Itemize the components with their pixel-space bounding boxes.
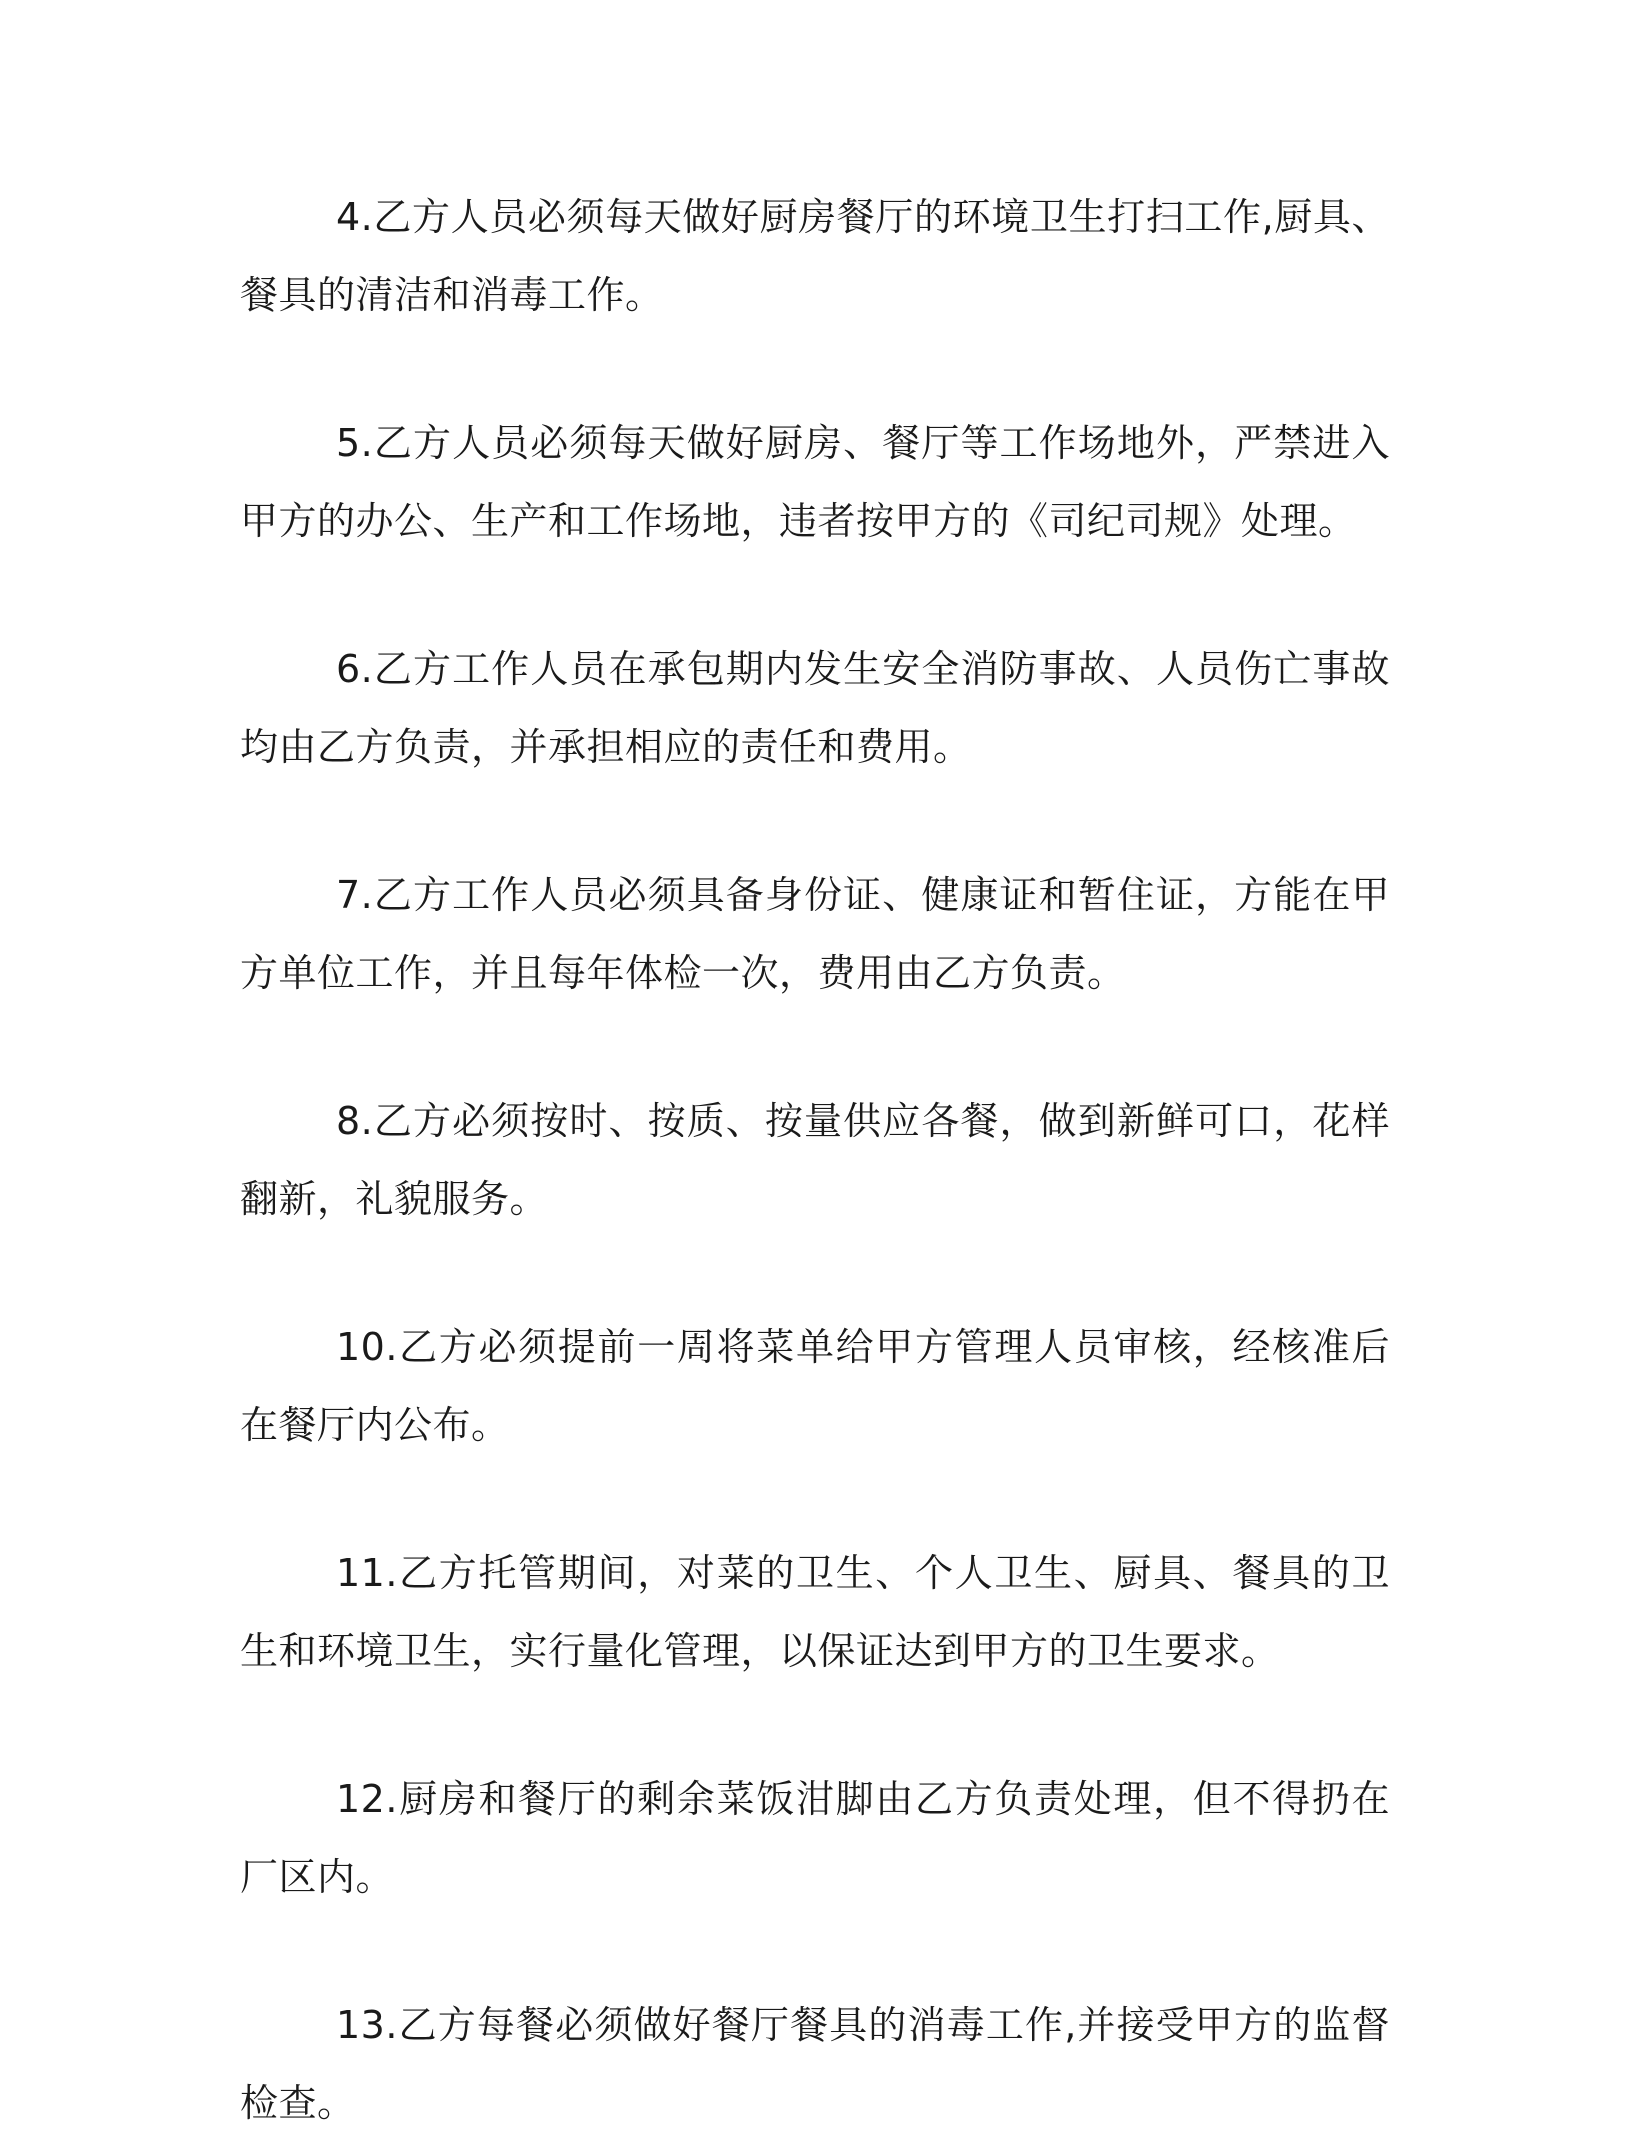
clause-6: 6.乙方工作人员在承包期内发生安全消防事故、人员伤亡事故均由乙方负责，并承担相应的责任和费用。: [240, 647, 1390, 769]
clause-7: 7.乙方工作人员必须具备身份证、健康证和暂住证，方能在甲方单位工作，并且每年体检一次，费用由乙方负责。: [240, 873, 1390, 995]
clause-8: 8.乙方必须按时、按质、按量供应各餐，做到新鲜可口，花样翻新，礼貌服务。: [240, 1099, 1390, 1221]
clause-10: 10.乙方必须提前一周将菜单给甲方管理人员审核，经核准后在餐厅内公布。: [240, 1325, 1390, 1447]
clause-4: 4.乙方人员必须每天做好厨房餐厅的环境卫生打扫工作,厨具、餐具的清洁和消毒工作。: [240, 195, 1390, 317]
clause-5: 5.乙方人员必须每天做好厨房、餐厅等工作场地外，严禁进入甲方的办公、生产和工作场地，违者按甲方的《司纪司规》处理。: [240, 421, 1390, 543]
clause-13: 13.乙方每餐必须做好餐厅餐具的消毒工作,并接受甲方的监督检查。: [240, 2003, 1390, 2125]
clause-12: 12.厨房和餐厅的剩余菜饭泔脚由乙方负责处理，但不得扔在厂区内。: [240, 1777, 1390, 1899]
document-body: [240, 178, 1390, 2142]
clause-11: 11.乙方托管期间，对菜的卫生、个人卫生、厨具、餐具的卫生和环境卫生，实行量化管理，以保证达到甲方的卫生要求。: [240, 1551, 1390, 1673]
